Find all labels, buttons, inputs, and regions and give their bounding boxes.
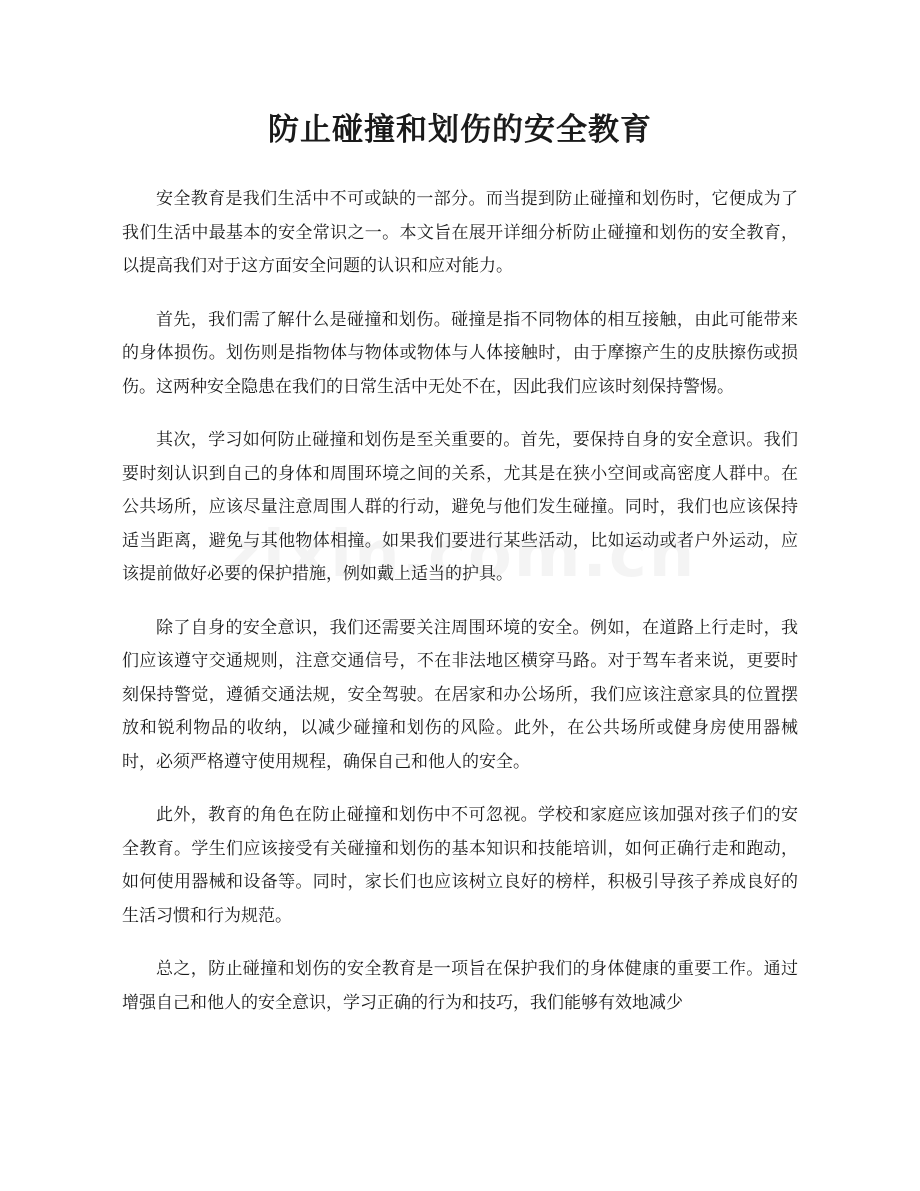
paragraph-6: 总之，防止碰撞和划伤的安全教育是一项旨在保护我们的身体健康的重要工作。通过增强自己和他人的安全意识，学习正确的行为和技巧，我们能够有效地减少 [122, 959, 798, 1013]
paragraph-2: 首先，我们需了解什么是碰撞和划伤。碰撞是指不同物体的相互接触，由此可能带来的身体损伤。划伤则是指物体与物体或物体与人体接触时，由于摩擦产生的皮肤擦伤或损伤。这两种安全隐患在我们的日常生活中无处不在，因此我们应该时刻保持警惕。 [122, 309, 798, 397]
paragraph-1: 安全教育是我们生活中不可或缺的一部分。而当提到防止碰撞和划伤时，它便成为了我们生活中最基本的安全常识之一。本文旨在展开详细分析防止碰撞和划伤的安全教育，以提高我们对于这方面安全问题的认识和应对能力。 [122, 189, 798, 276]
document-title: 防止碰撞和划伤的安全教育 [268, 112, 652, 148]
paragraph-4: 除了自身的安全意识，我们还需要关注周围环境的安全。例如，在道路上行走时，我们应该遵守交通规则，注意交通信号，不在非法地区横穿马路。对于驾车者来说，更要时刻保持警觉，遵循交通法规，安全驾驶。在居家和办公场所，我们应该注意家具的位置摆放和锐利物品的收纳，以减少碰撞和划伤的风险。此外，在公共场所或健身房使用器械时，必须严格遵守使用规程，确保自己和他人的安全。 [122, 617, 798, 772]
document-body [122, 183, 798, 1040]
paragraph-3: 其次，学习如何防止碰撞和划伤是至关重要的。首先，要保持自身的安全意识。我们要时刻认识到自己的身体和周围环境之间的关系，尤其是在狭小空间或高密度人群中。在公共场所，应该尽量注意周围人群的行动，避免与他们发生碰撞。同时，我们也应该保持适当距离，避免与其他物体相撞。如果我们要进行某些活动，比如运动或者户外运动，应该提前做好必要的保护措施，例如戴上适当的护具。 [122, 430, 798, 584]
paragraph-5: 此外，教育的角色在防止碰撞和划伤中不可忽视。学校和家庭应该加强对孩子们的安全教育。学生们应该接受有关碰撞和划伤的基本知识和技能培训，如何正确行走和跑动，如何使用器械和设备等。同时，家长们也应该树立良好的榜样，积极引导孩子养成良好的生活习惯和行为规范。 [122, 805, 798, 926]
